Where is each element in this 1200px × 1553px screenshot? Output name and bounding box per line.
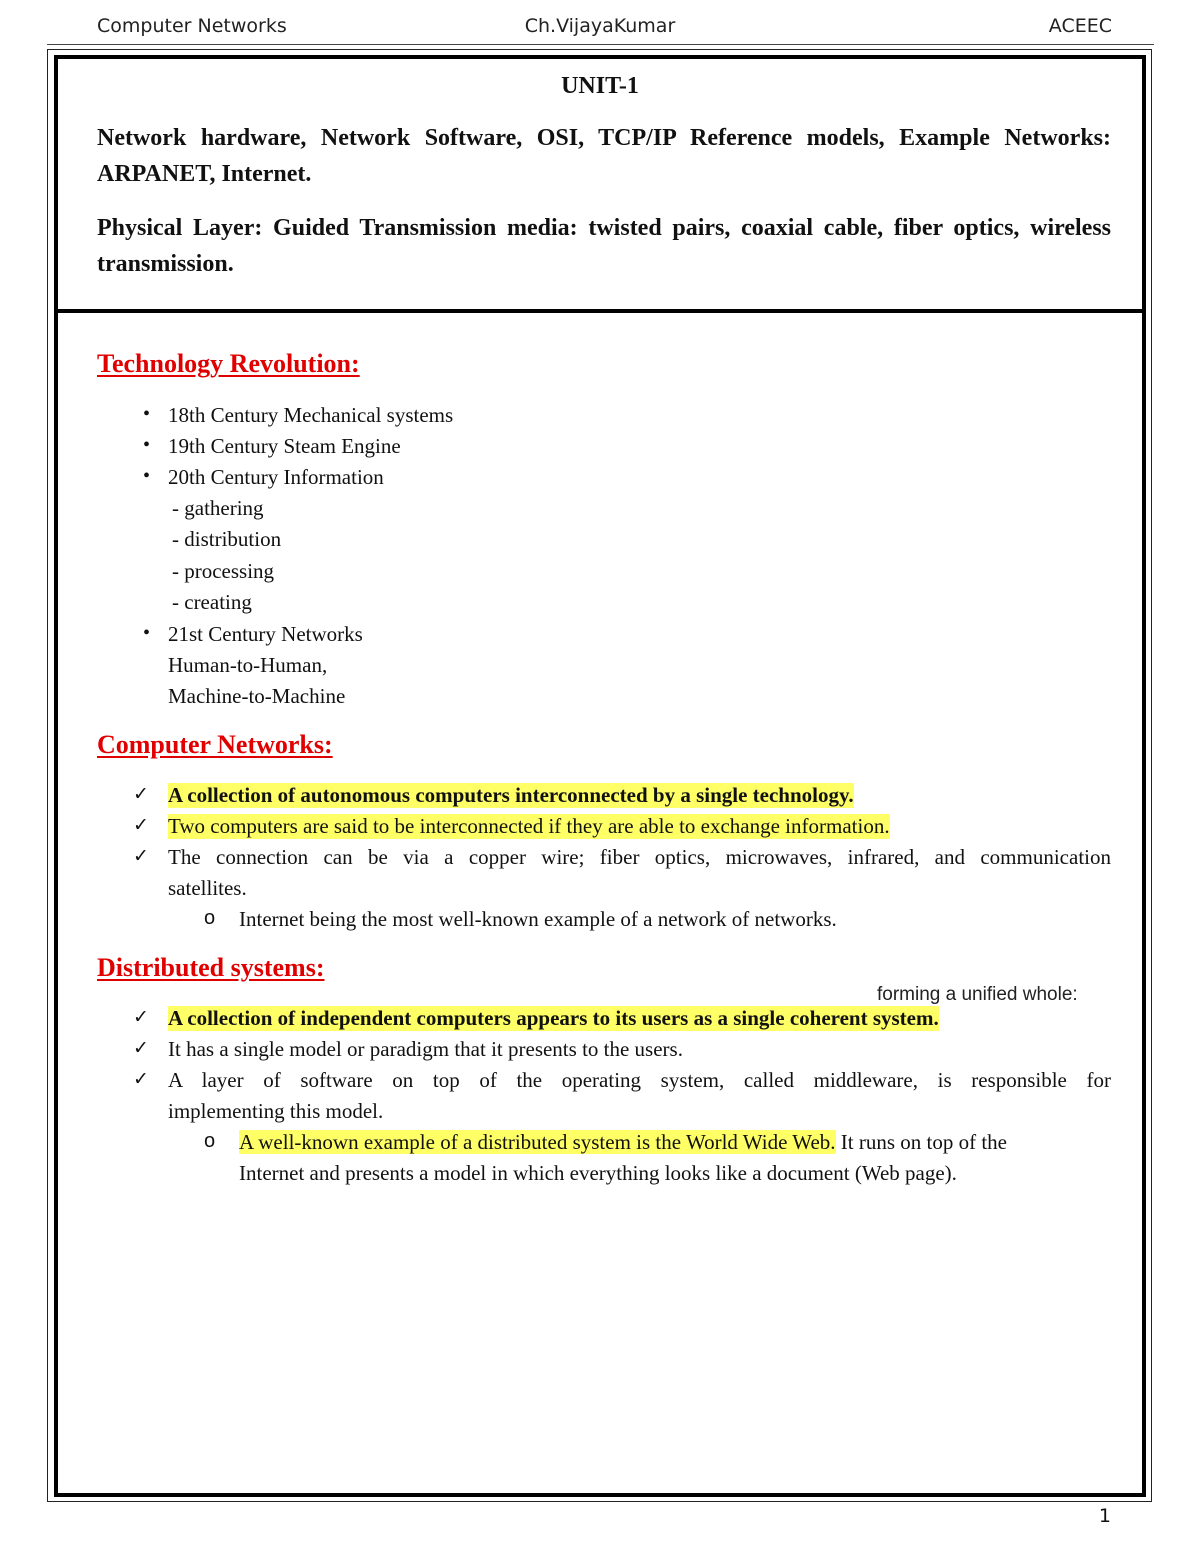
bullet-icon: •: [143, 434, 151, 456]
definition-highlight: A collection of independent computers appears to its users as a single coherent system.: [168, 1006, 939, 1030]
sub-item: - processing: [172, 559, 275, 583]
circle-bullet-icon: o: [204, 1130, 216, 1152]
bullet-icon: •: [143, 403, 151, 425]
sub-item: Machine-to-Machine: [168, 684, 346, 708]
page-number: 1: [1098, 1505, 1111, 1527]
sub-item: [239, 1130, 1007, 1155]
header-rule: [47, 44, 1154, 45]
annotation-note: forming a unified whole:: [877, 984, 1078, 1005]
sub-item: - gathering: [172, 496, 264, 520]
checkmark-icon: ✓: [133, 1037, 149, 1059]
checkmark-icon: ✓: [133, 783, 149, 805]
section-heading-computer-networks: Computer Networks:: [97, 730, 333, 759]
header-author: Ch.VijayaKumar: [524, 15, 676, 37]
checkmark-icon: ✓: [133, 1006, 149, 1028]
section-heading-distributed-systems: Distributed systems:: [97, 953, 325, 982]
header-course: Computer Networks: [97, 15, 287, 37]
checkmark-icon: ✓: [133, 845, 149, 867]
bullet-icon: •: [143, 622, 151, 644]
list-item: A layer of software on top of the operating system, called middleware, is responsible for: [168, 1068, 1111, 1092]
list-item: It has a single model or paradigm that it presents to the users.: [168, 1037, 683, 1061]
sub-item-continued: Internet and presents a model in which everything looks like a document (Web page).: [239, 1161, 957, 1185]
list-item: The connection can be via a copper wire; fiber optics, microwaves, infrared, and communication: [168, 845, 1111, 869]
list-item: 20th Century Information: [168, 465, 384, 489]
bullet-icon: •: [143, 465, 151, 487]
syllabus-physical-layer: Physical Layer: Guided Transmission media: twisted pairs, coaxial cable, fiber optics, wireless transmission.: [97, 215, 1111, 277]
syllabus-divider: [54, 309, 1146, 313]
list-item: 18th Century Mechanical systems: [168, 403, 454, 427]
sub-item-rest: It runs on top of the: [835, 1130, 1007, 1154]
definition-highlight: A collection of autonomous computers interconnected by a single technology.: [168, 783, 854, 807]
list-item: 19th Century Steam Engine: [168, 434, 401, 458]
sub-item: - creating: [172, 590, 252, 614]
circle-bullet-icon: o: [204, 907, 216, 929]
header-college: ACEEC: [1048, 15, 1112, 37]
section-heading-technology-revolution: Technology Revolution:: [97, 349, 360, 378]
sub-item: Internet being the most well-known example of a network of networks.: [239, 907, 837, 931]
checkmark-icon: ✓: [133, 814, 149, 836]
list-item-continued: implementing this model.: [168, 1099, 384, 1123]
sub-item: Human-to-Human,: [168, 653, 328, 677]
unit-title: UNIT-1: [561, 73, 639, 99]
checkmark-icon: ✓: [133, 1068, 149, 1090]
list-item: Two computers are said to be interconnected if they are able to exchange information.: [168, 814, 890, 838]
sub-item: - distribution: [172, 527, 282, 551]
list-item-continued: satellites.: [168, 876, 247, 900]
syllabus-topics: Network hardware, Network Software, OSI, TCP/IP Reference models, Example Networks: ARPANET, Internet.: [97, 125, 1111, 187]
www-example-highlight: A well-known example of a distributed system is the World Wide Web.: [239, 1130, 836, 1154]
list-item: 21st Century Networks: [168, 622, 363, 646]
